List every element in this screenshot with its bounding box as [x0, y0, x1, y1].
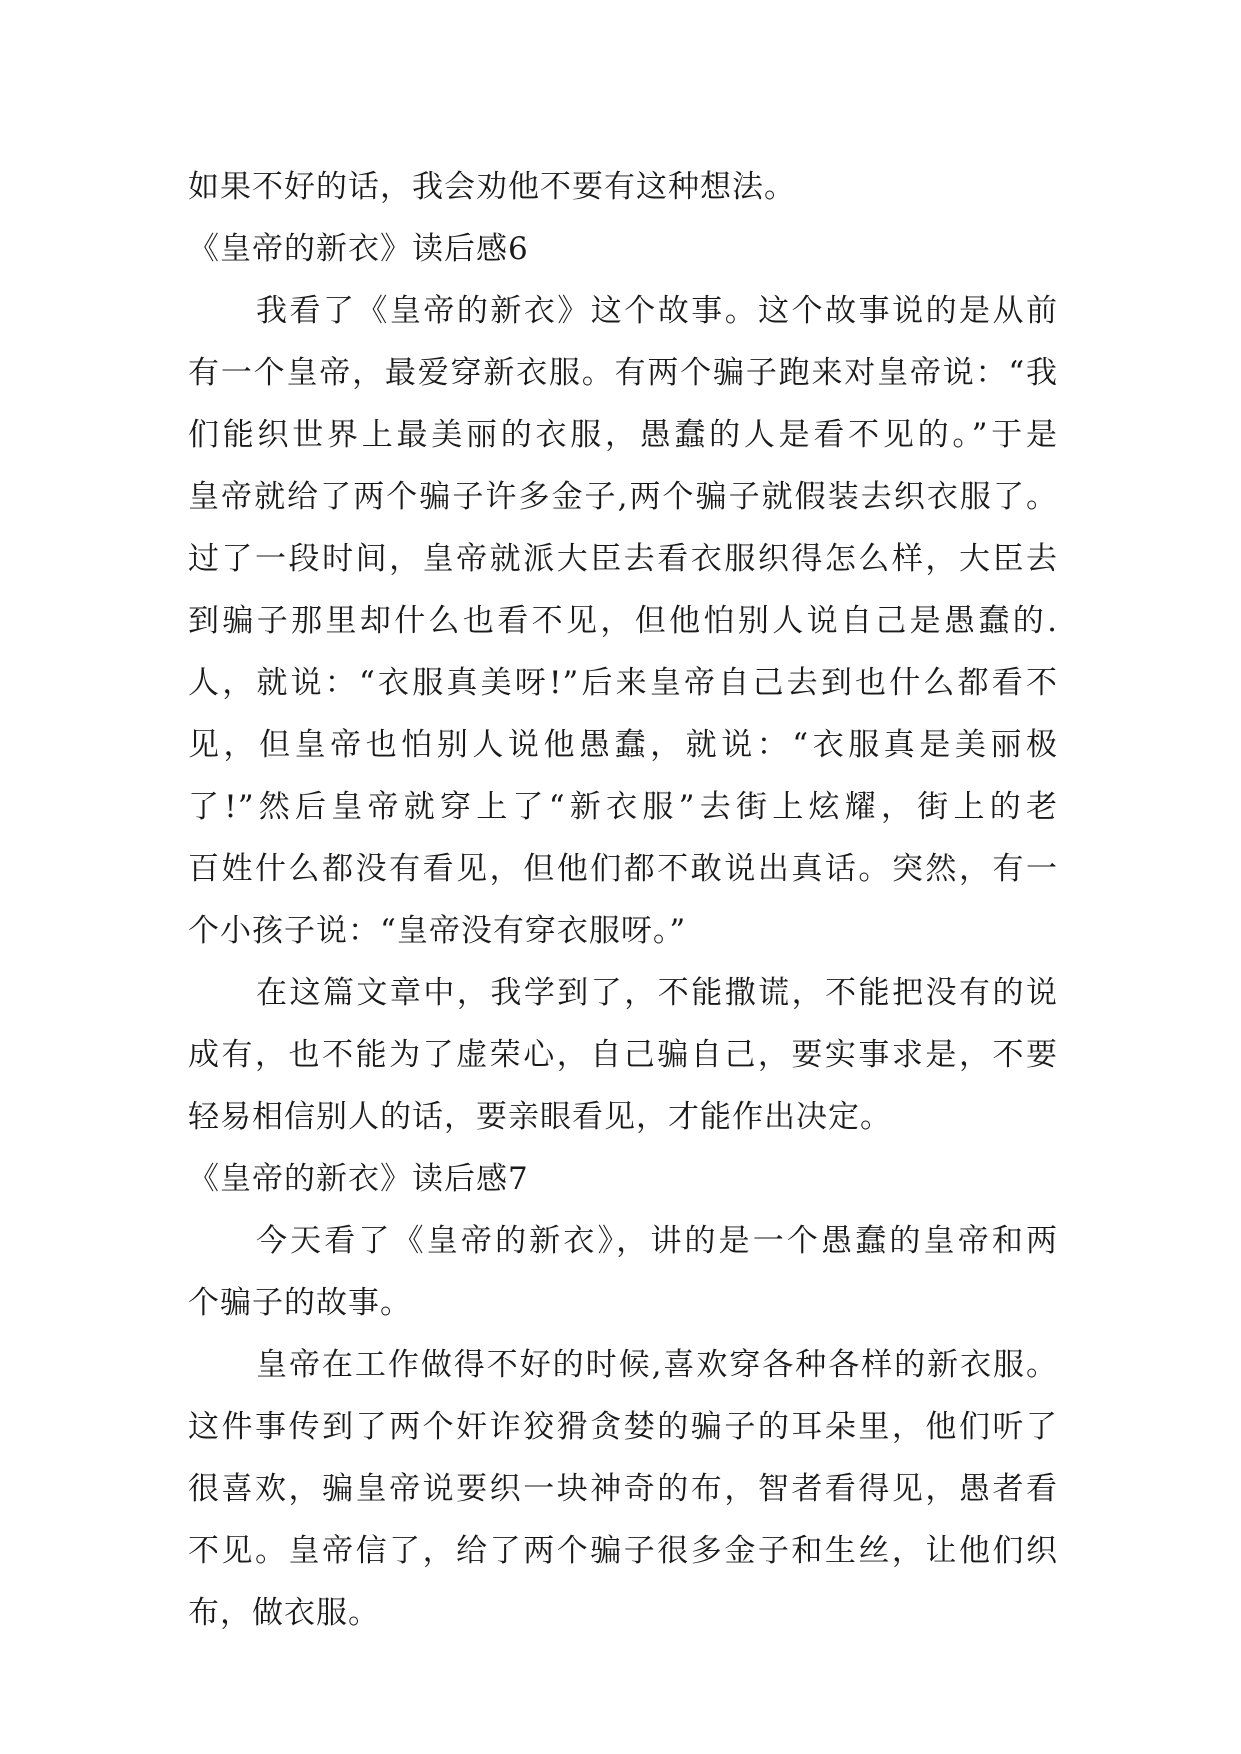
paragraph-line: 成有，也不能为了虚荣心，自己骗自己，要实事求是，不要: [188, 1037, 1058, 1073]
paragraph-line: 这件事传到了两个奸诈狡猾贪婪的骗子的耳朵里，他们听了: [188, 1409, 1058, 1445]
paragraph-line: 过了一段时间，皇帝就派大臣去看衣服织得怎么样，大臣去: [188, 541, 1058, 577]
paragraph-line: 很喜欢，骗皇帝说要织一块神奇的布，智者看得见，愚者看: [188, 1471, 1058, 1507]
paragraph-line: 我看了《皇帝的新衣》这个故事。这个故事说的是从前: [256, 293, 1058, 329]
paragraph-line: 百姓什么都没有看见，但他们都不敢说出真话。突然，有一: [188, 851, 1058, 887]
paragraph-line: 个骗子的故事。: [188, 1285, 412, 1321]
paragraph-line: 今天看了《皇帝的新衣》，讲的是一个愚蠢的皇帝和两: [256, 1223, 1058, 1259]
paragraph-line: 轻易相信别人的话，要亲眼看见，才能作出决定。: [188, 1099, 892, 1135]
paragraph-line: 见，但皇帝也怕别人说他愚蠢，就说：“衣服真是美丽极: [188, 727, 1058, 763]
paragraph-line: 有一个皇帝，最爱穿新衣服。有两个骗子跑来对皇帝说：“我: [188, 355, 1058, 391]
section-heading: 《皇帝的新衣》读后感7: [188, 1161, 529, 1197]
paragraph-line: 不见。皇帝信了，给了两个骗子很多金子和生丝，让他们织: [188, 1533, 1058, 1569]
paragraph-line: 如果不好的话，我会劝他不要有这种想法。: [188, 169, 796, 205]
paragraph-line: 人，就说：“衣服真美呀!”后来皇帝自己去到也什么都看不: [188, 665, 1058, 701]
paragraph-line: 个小孩子说：“皇帝没有穿衣服呀。”: [188, 913, 687, 949]
paragraph-line: 皇帝在工作做得不好的时候,喜欢穿各种各样的新衣服。: [256, 1347, 1058, 1383]
paragraph-line: 在这篇文章中，我学到了，不能撒谎，不能把没有的说: [256, 975, 1058, 1011]
paragraph-line: 们能织世界上最美丽的衣服，愚蠢的人是看不见的。”于是: [188, 417, 1058, 453]
section-heading: 《皇帝的新衣》读后感6: [188, 231, 529, 267]
document-body: [188, 156, 1058, 1644]
paragraph-line: 到骗子那里却什么也看不见，但他怕别人说自己是愚蠢的.: [188, 603, 1058, 639]
paragraph-line: 布，做衣服。: [188, 1595, 380, 1631]
paragraph-line: 了!”然后皇帝就穿上了“新衣服”去街上炫耀，街上的老: [188, 789, 1058, 825]
paragraph-line: 皇帝就给了两个骗子许多金子,两个骗子就假装去织衣服了。: [188, 479, 1058, 515]
